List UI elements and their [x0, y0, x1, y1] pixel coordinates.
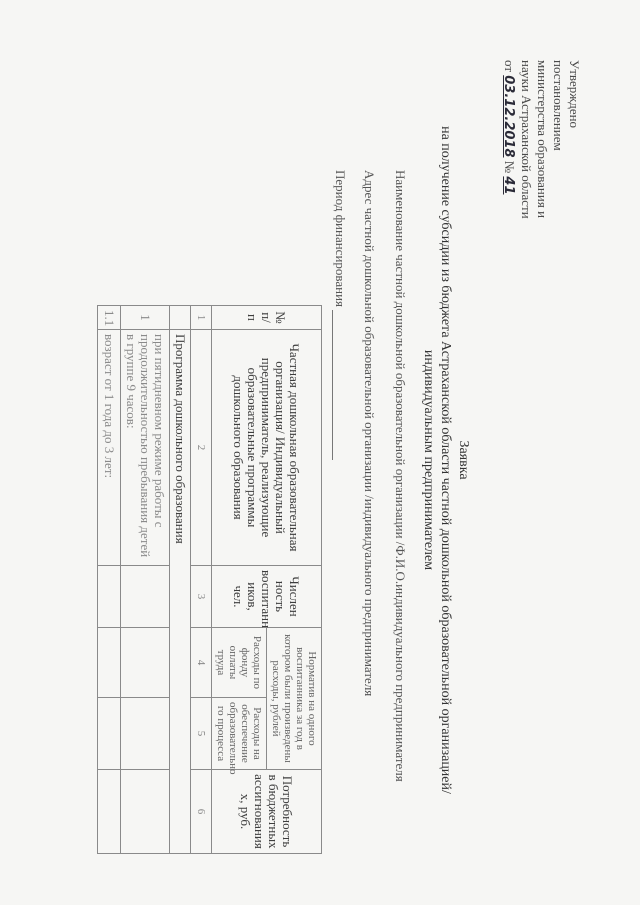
address-field-label: Адрес частной дошкольной образовательной организации /индивидуального предпринимателя — [362, 170, 377, 697]
column-number: 2 — [191, 330, 212, 566]
column-number: 5 — [191, 698, 212, 770]
row-cell — [121, 628, 170, 698]
row-text: Программа дошкольного образования — [170, 330, 191, 854]
column-number: 1 — [191, 306, 212, 330]
table-header-row — [267, 306, 322, 854]
approval-line-3: министерства образования и — [535, 60, 550, 219]
name-field-label: Наименование частной дошкольной образовательной организации /Ф.И.О.индивидуального предпринимателя — [393, 170, 408, 782]
title-line-2: индивидуальным предпринимателем — [421, 349, 436, 571]
column-number-row — [191, 306, 212, 854]
title-line-1: на получение субсидии из бюджета Астраханской области частной дошкольной образовательной организацией/ — [438, 126, 453, 794]
address-field — [361, 170, 377, 696]
row-cell — [98, 566, 121, 628]
approval-stamp — [500, 60, 582, 270]
approval-date: 03.12.2018 — [501, 75, 516, 158]
approval-number: 41 — [501, 176, 516, 195]
row-cell — [121, 698, 170, 770]
row-cell — [121, 566, 170, 628]
row-cell — [98, 628, 121, 698]
approval-line-4: науки Астраханской области — [519, 60, 534, 219]
header-process: Расходы на обеспечение образовательно го процесса — [212, 698, 267, 770]
column-number: 3 — [191, 566, 212, 628]
approval-line-2: постановлением — [551, 60, 566, 151]
row-text: при пятидневном режиме работы с продолжительностью пребывания детей в группе 9 часов: — [121, 330, 170, 566]
table-row — [170, 306, 191, 854]
approval-line-1: Утверждено — [567, 60, 582, 129]
subsidy-table — [97, 305, 322, 854]
row-num: 1 — [121, 306, 170, 330]
header-organization: Частная дошкольная образовательная организация/ Индивидуальный предприниматель, реализующие образовательные программы дошкольного образования — [212, 330, 322, 566]
date-prefix: от — [502, 60, 517, 73]
header-count: Числен ность воспитанн иков, чел. — [212, 566, 322, 628]
column-number: 4 — [191, 628, 212, 698]
number-prefix: № — [502, 160, 517, 174]
period-underline — [332, 310, 347, 460]
row-cell — [98, 698, 121, 770]
name-field — [392, 170, 408, 782]
document-title — [420, 40, 472, 880]
row-num: 1.1 — [98, 306, 121, 330]
header-payroll: Расходы по фонду оплаты труда — [212, 628, 267, 698]
period-field — [332, 170, 348, 460]
approval-dateline — [500, 60, 517, 270]
row-cell — [121, 770, 170, 854]
row-cell — [98, 770, 121, 854]
header-num: № п/п — [212, 306, 322, 330]
header-norm: Норматив на одного воспитанника за год в котором были произведены расходы, рублей — [267, 628, 322, 770]
row-text: возраст от 1 года до 3 лет: — [98, 330, 121, 566]
row-num — [170, 306, 191, 330]
period-field-label: Период финансирования — [333, 170, 348, 308]
column-number: 6 — [191, 770, 212, 854]
header-need: Потребность в бюджетных ассигнования х, руб. — [212, 770, 322, 854]
title-heading: Заявка — [456, 440, 471, 480]
table-row — [121, 306, 170, 854]
table-row — [98, 306, 121, 854]
